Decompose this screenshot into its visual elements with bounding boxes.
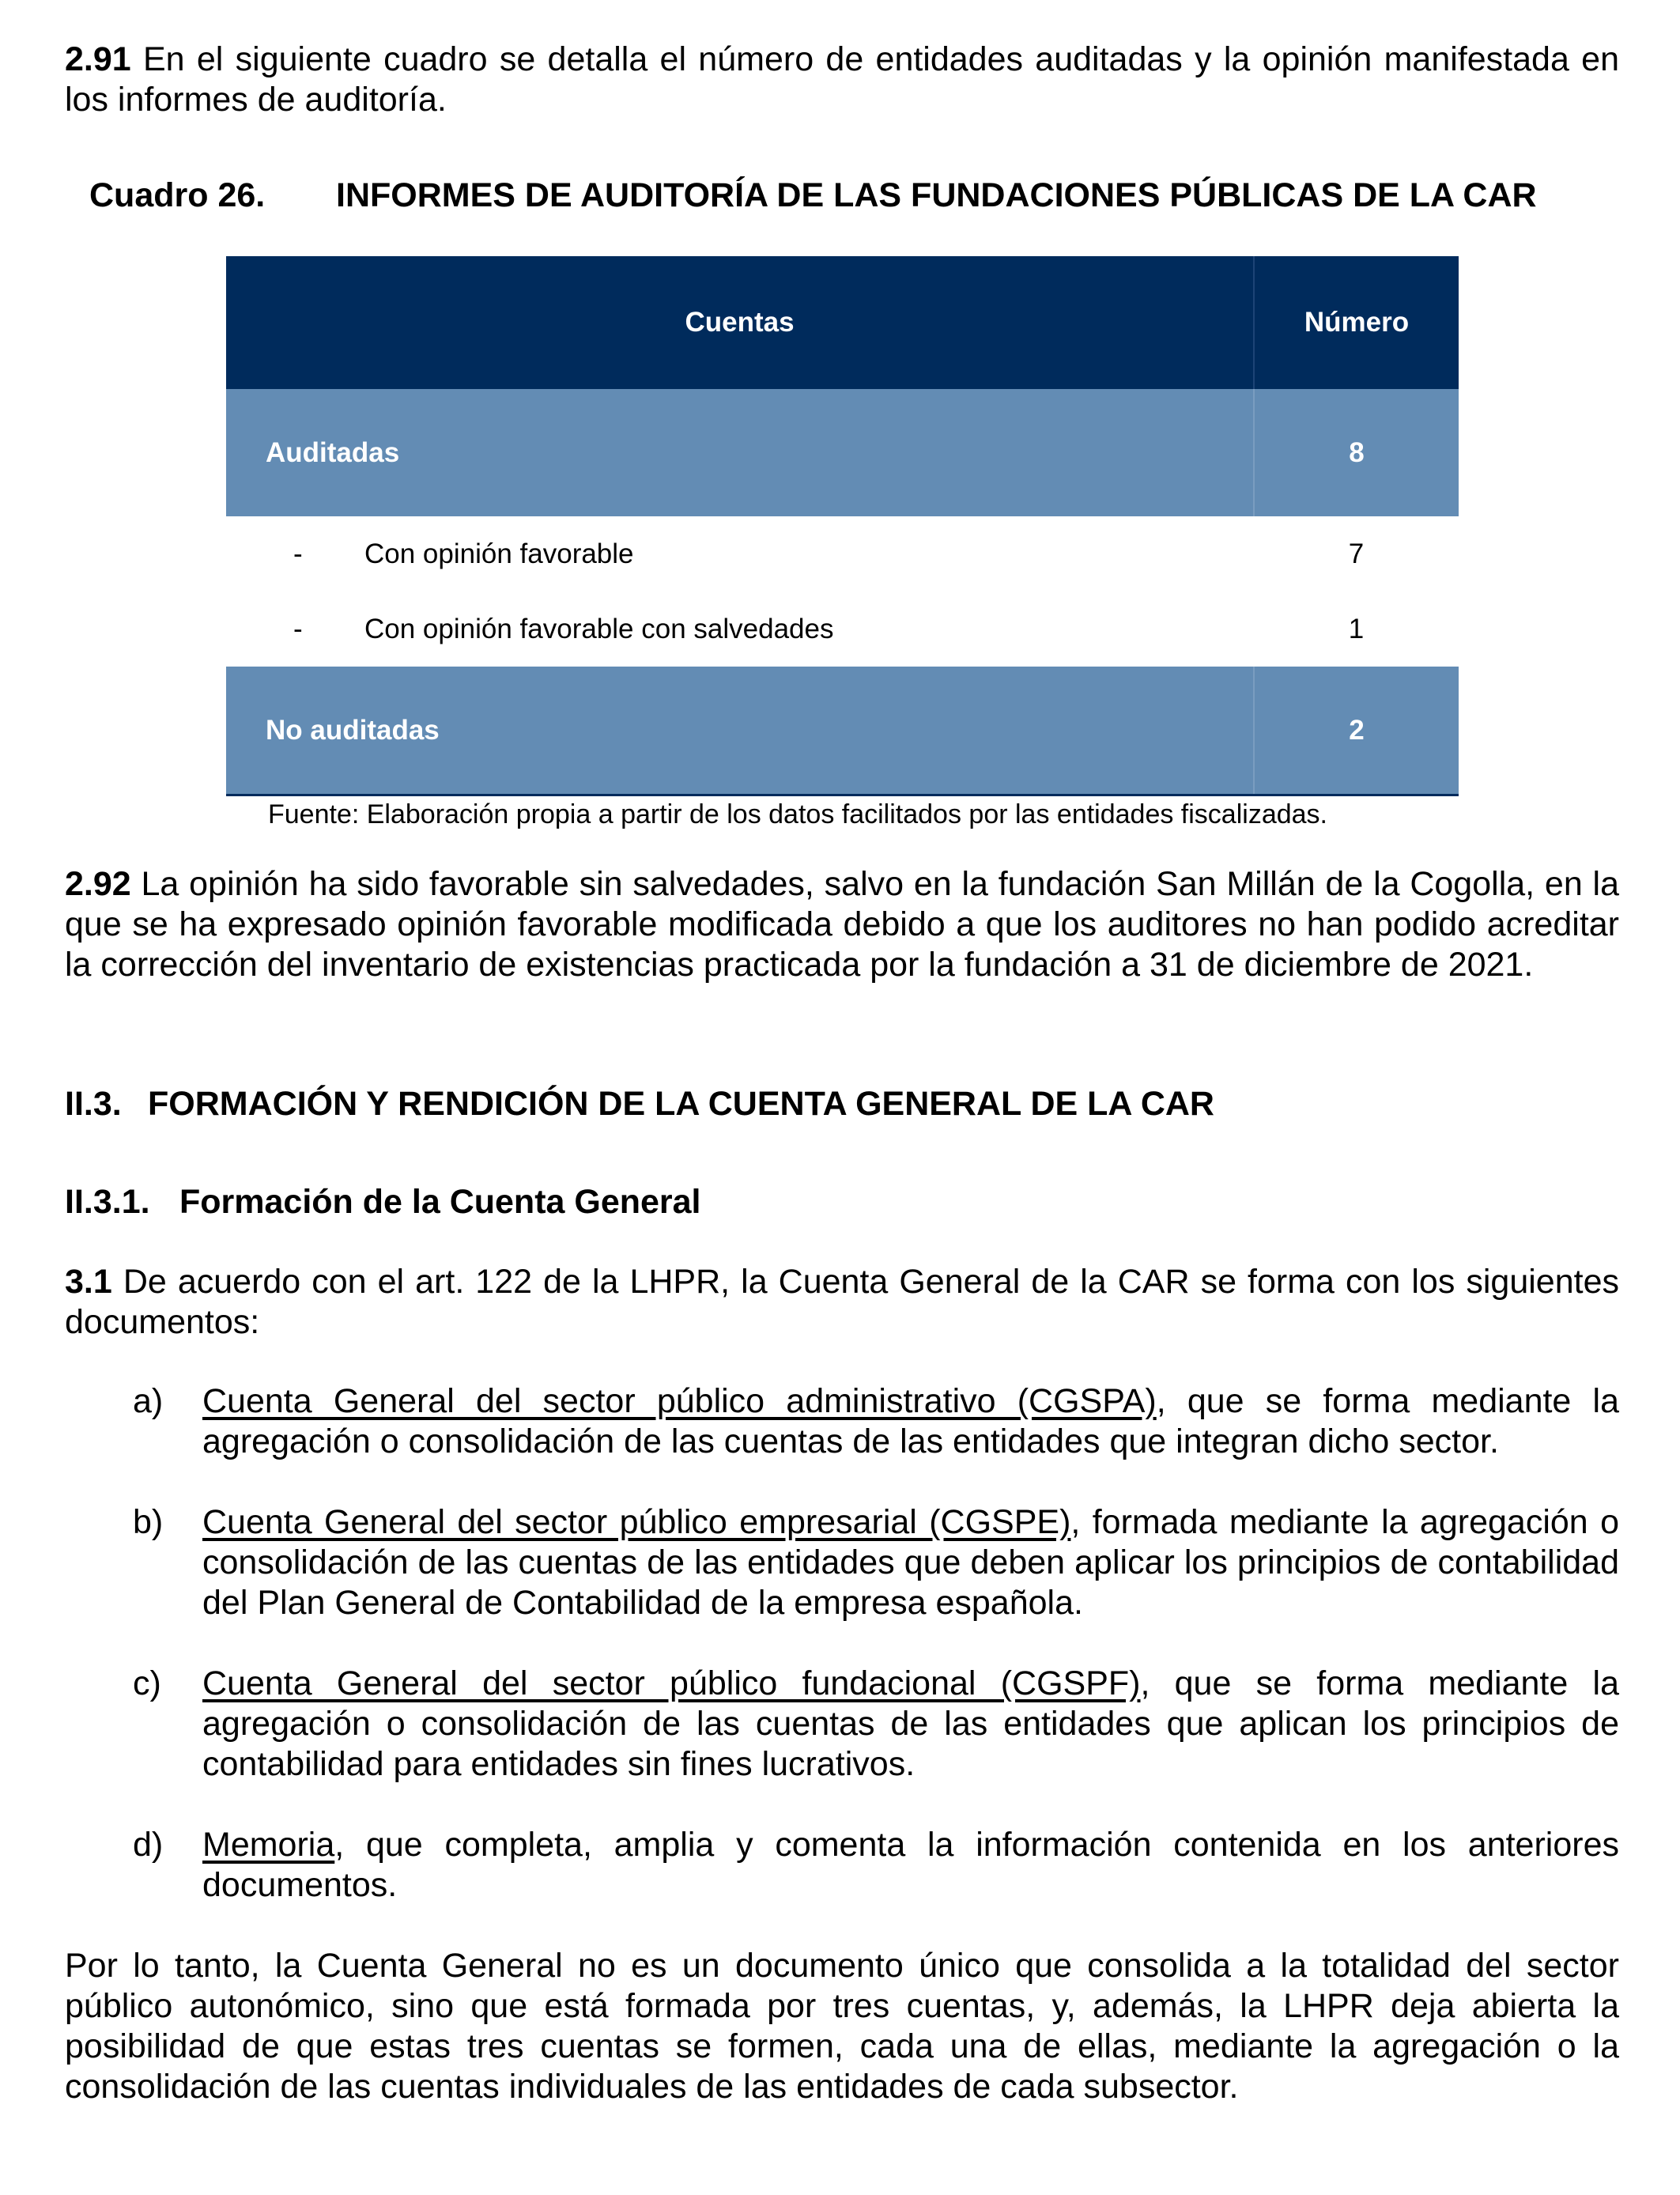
list-item-text: , que se forma mediante la agregación o consolidación de las cuentas de las entidades que aplican los principios de contabilidad para entidades sin fines lucrativos. — [202, 1664, 1619, 1783]
list-item-text: , que se forma mediante la agregación o consolidación de las cuentas de las entidades que integran dicho sector. — [202, 1382, 1619, 1460]
row-label: Auditadas — [226, 389, 1254, 516]
subsection-title: Formación de la Cuenta General — [179, 1183, 701, 1221]
list-item-text: , que completa, amplia y comenta la información contenida en los anteriores documentos. — [202, 1826, 1619, 1904]
paragraph-number: 2.91 — [65, 40, 131, 78]
table-row-auditadas — [226, 389, 1459, 516]
paragraph-text: De acuerdo con el art. 122 de la LHPR, la Cuenta General de la CAR se forma con los siguientes documentos: — [65, 1263, 1619, 1341]
paragraph-2-91 — [65, 40, 1619, 120]
list-item-text: , formada mediante la agregación o consolidación de las cuentas de las entidades que deben aplicar los principios de contabilidad del Plan General de Contabilidad de la empresa española. — [202, 1503, 1619, 1622]
list-item-term: Cuenta General del sector público administrativo (CGSPA) — [202, 1382, 1157, 1420]
row-value: 2 — [1254, 667, 1459, 795]
paragraph-text: La opinión ha sido favorable sin salvedades, salvo en la fundación San Millán de la Cogolla, en la que se ha expresado opinión favorable modificada debido a que los auditores no han podido acreditar la corrección del inventario de existencias practicada por la fundación a 31 de diciembre de 2021. — [65, 865, 1619, 984]
row-label: No auditadas — [226, 667, 1254, 795]
section-number: II.3. — [65, 1085, 122, 1123]
list-item-term: Memoria — [202, 1826, 335, 1864]
list-item-term: Cuenta General del sector público empresarial (CGSPE) — [202, 1503, 1071, 1541]
list-item-term: Cuenta General del sector público fundacional (CGSPF) — [202, 1664, 1141, 1702]
header-numero: Número — [1254, 256, 1459, 389]
table-source-note: Fuente: Elaboración propia a partir de los datos facilitados por las entidades fiscalizadas. — [268, 799, 1327, 829]
table-row-no-auditadas — [226, 667, 1459, 795]
table-caption — [89, 176, 1537, 216]
section-heading — [65, 1084, 1214, 1124]
paragraph-3-1 — [65, 1262, 1619, 1343]
subsection-heading — [65, 1182, 701, 1222]
table-header-row — [226, 256, 1459, 389]
table-row — [226, 591, 1459, 667]
row-value: 1 — [1348, 613, 1365, 644]
section-title: FORMACIÓN Y RENDICIÓN DE LA CUENTA GENERAL DE LA CAR — [148, 1085, 1214, 1123]
row-label: Con opinión favorable con salvedades — [364, 613, 834, 644]
list-item-label: b) — [133, 1503, 164, 1541]
list-item — [133, 1664, 1619, 1785]
list-item — [133, 1381, 1619, 1462]
row-dash: - — [293, 613, 303, 644]
header-cuentas: Cuentas — [226, 256, 1254, 389]
list-item — [133, 1825, 1619, 1906]
list-item-label: c) — [133, 1664, 161, 1702]
closing-paragraph: Por lo tanto, la Cuenta General no es un documento único que consolida a la totalidad del sector público autonómico, sino que está formada por tres cuentas, y, además, la LHPR deja abierta la posibilidad de que estas tres cuentas se formen, cada una de ellas, mediante la agregación o la consolidación de las cuentas individuales de las entidades de cada subsector. — [65, 1947, 1619, 2106]
table-row — [226, 516, 1459, 591]
subsection-number: II.3.1. — [65, 1183, 150, 1221]
caption-title: INFORMES DE AUDITORÍA DE LAS FUNDACIONES PÚBLICAS DE LA CAR — [336, 176, 1537, 214]
list-item-label: a) — [133, 1382, 164, 1420]
row-value: 7 — [1348, 538, 1365, 569]
paragraph-text: En el siguiente cuadro se detalla el número de entidades auditadas y la opinión manifestada en los informes de auditoría. — [65, 40, 1619, 119]
paragraph-number: 2.92 — [65, 865, 131, 903]
row-label: Con opinión favorable — [364, 538, 634, 569]
list-item-label: d) — [133, 1826, 164, 1864]
list-item — [133, 1502, 1619, 1623]
row-value: 8 — [1254, 389, 1459, 516]
caption-label: Cuadro 26. — [89, 176, 266, 214]
row-dash: - — [293, 538, 303, 569]
paragraph-number: 3.1 — [65, 1263, 112, 1301]
paragraph-2-92 — [65, 864, 1619, 985]
audit-reports-table — [226, 256, 1459, 796]
